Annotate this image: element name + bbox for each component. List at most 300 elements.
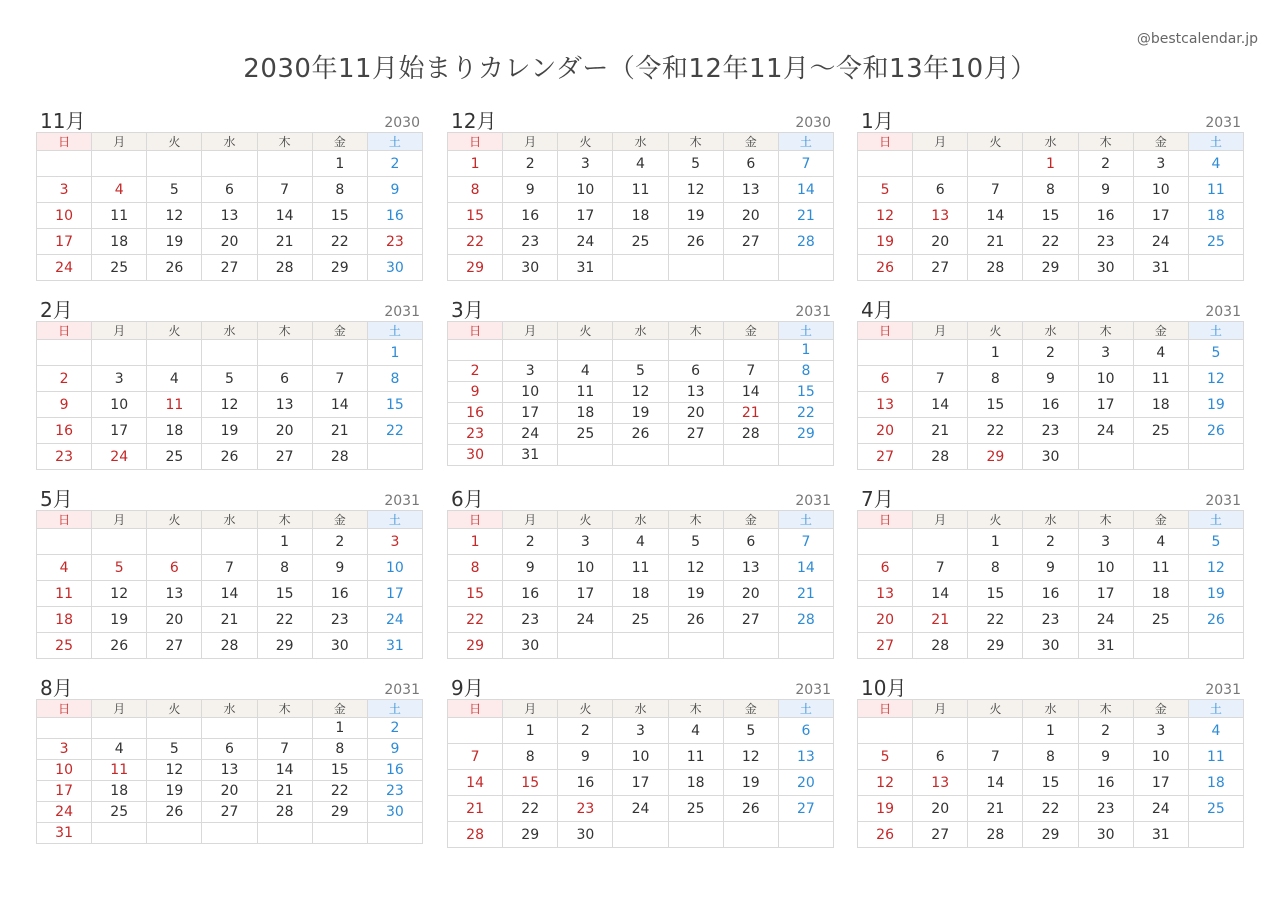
month-year: 2031 — [1205, 682, 1241, 698]
day-cell: 8 — [312, 739, 367, 760]
weekday-label: 水 — [1023, 511, 1078, 529]
week-row — [448, 255, 834, 281]
day-cell: 13 — [723, 555, 778, 581]
weekday-header-row — [858, 133, 1244, 151]
weekday-label: 月 — [913, 511, 968, 529]
month-calendar — [447, 108, 834, 281]
day-cell: 29 — [1023, 822, 1078, 848]
empty-day-cell — [668, 822, 723, 848]
day-cell: 4 — [92, 739, 147, 760]
weekday-label: 日 — [37, 133, 92, 151]
week-row — [448, 445, 834, 466]
day-cell: 27 — [913, 255, 968, 281]
day-cell: 12 — [1188, 555, 1243, 581]
month-table — [447, 321, 834, 466]
week-row — [448, 424, 834, 445]
day-cell: 11 — [613, 177, 668, 203]
day-cell: 22 — [503, 796, 558, 822]
day-cell: 29 — [968, 444, 1023, 470]
month-year: 2031 — [795, 493, 831, 509]
day-cell: 6 — [723, 151, 778, 177]
empty-day-cell — [968, 151, 1023, 177]
empty-day-cell — [147, 823, 202, 844]
weekday-label: 月 — [503, 133, 558, 151]
month-calendar — [857, 675, 1244, 848]
empty-day-cell — [147, 718, 202, 739]
day-cell: 23 — [1078, 796, 1133, 822]
day-cell: 28 — [968, 822, 1023, 848]
weekday-label: 金 — [723, 700, 778, 718]
weekday-label: 水 — [613, 511, 668, 529]
day-cell: 27 — [858, 633, 913, 659]
day-cell: 9 — [1023, 555, 1078, 581]
day-cell: 25 — [1133, 607, 1188, 633]
day-cell: 26 — [858, 255, 913, 281]
day-cell: 14 — [913, 392, 968, 418]
week-row — [858, 418, 1244, 444]
day-cell: 30 — [367, 802, 422, 823]
day-cell: 27 — [147, 633, 202, 659]
weekday-label: 月 — [913, 322, 968, 340]
day-cell: 13 — [913, 203, 968, 229]
day-cell: 13 — [202, 203, 257, 229]
weekday-label: 金 — [312, 511, 367, 529]
day-cell: 10 — [613, 744, 668, 770]
day-cell: 5 — [202, 366, 257, 392]
day-cell: 17 — [92, 418, 147, 444]
day-cell: 9 — [312, 555, 367, 581]
day-cell: 12 — [858, 203, 913, 229]
weekday-label: 土 — [778, 133, 833, 151]
day-cell: 19 — [1188, 581, 1243, 607]
day-cell: 27 — [858, 444, 913, 470]
weekday-label: 月 — [503, 511, 558, 529]
day-cell: 31 — [367, 633, 422, 659]
weekday-label: 木 — [668, 322, 723, 340]
day-cell: 18 — [1133, 581, 1188, 607]
day-cell: 9 — [1078, 744, 1133, 770]
day-cell: 30 — [1023, 633, 1078, 659]
day-cell: 5 — [1188, 529, 1243, 555]
day-cell: 13 — [147, 581, 202, 607]
day-cell: 13 — [668, 382, 723, 403]
week-row — [448, 151, 834, 177]
day-cell: 24 — [92, 444, 147, 470]
day-cell: 17 — [37, 781, 92, 802]
month-header — [36, 297, 423, 321]
day-cell: 3 — [92, 366, 147, 392]
empty-day-cell — [858, 718, 913, 744]
day-cell: 21 — [202, 607, 257, 633]
day-cell: 30 — [503, 633, 558, 659]
day-cell: 19 — [202, 418, 257, 444]
empty-day-cell — [1133, 444, 1188, 470]
weekday-label: 金 — [1133, 322, 1188, 340]
day-cell: 8 — [257, 555, 312, 581]
day-cell: 10 — [92, 392, 147, 418]
day-cell: 21 — [778, 203, 833, 229]
day-cell: 12 — [147, 760, 202, 781]
day-cell: 15 — [1023, 203, 1078, 229]
weekday-label: 木 — [1078, 700, 1133, 718]
day-cell: 26 — [1188, 607, 1243, 633]
day-cell: 11 — [1133, 366, 1188, 392]
month-header — [447, 486, 834, 510]
empty-day-cell — [913, 151, 968, 177]
day-cell: 26 — [723, 796, 778, 822]
day-cell: 25 — [613, 229, 668, 255]
month-calendar — [857, 486, 1244, 659]
month-header — [36, 486, 423, 510]
day-cell: 28 — [312, 444, 367, 470]
empty-day-cell — [613, 445, 668, 466]
day-cell: 2 — [1078, 151, 1133, 177]
week-row — [448, 340, 834, 361]
week-row — [37, 581, 423, 607]
week-row — [858, 555, 1244, 581]
week-row — [37, 607, 423, 633]
weekday-header-row — [37, 700, 423, 718]
day-cell: 27 — [913, 822, 968, 848]
weekday-label: 月 — [92, 322, 147, 340]
day-cell: 5 — [613, 361, 668, 382]
empty-day-cell — [778, 633, 833, 659]
empty-day-cell — [367, 823, 422, 844]
day-cell: 11 — [558, 382, 613, 403]
day-cell: 31 — [1133, 255, 1188, 281]
day-cell: 20 — [913, 229, 968, 255]
day-cell: 10 — [1078, 366, 1133, 392]
day-cell: 5 — [147, 177, 202, 203]
day-cell: 9 — [503, 555, 558, 581]
day-cell: 26 — [147, 255, 202, 281]
day-cell: 4 — [613, 529, 668, 555]
day-cell: 16 — [1023, 581, 1078, 607]
weekday-label: 日 — [448, 322, 503, 340]
weekday-label: 日 — [858, 322, 913, 340]
week-row — [448, 177, 834, 203]
day-cell: 19 — [858, 229, 913, 255]
empty-day-cell — [202, 340, 257, 366]
weekday-label: 月 — [503, 322, 558, 340]
day-cell: 3 — [1078, 529, 1133, 555]
day-cell: 22 — [968, 607, 1023, 633]
day-cell: 16 — [367, 203, 422, 229]
day-cell: 23 — [37, 444, 92, 470]
weekday-label: 金 — [1133, 700, 1188, 718]
day-cell: 31 — [503, 445, 558, 466]
day-cell: 17 — [1078, 581, 1133, 607]
empty-day-cell — [92, 340, 147, 366]
day-cell: 14 — [723, 382, 778, 403]
empty-day-cell — [92, 529, 147, 555]
day-cell: 28 — [202, 633, 257, 659]
day-cell: 4 — [1188, 151, 1243, 177]
weekday-label: 土 — [367, 700, 422, 718]
empty-day-cell — [147, 151, 202, 177]
empty-day-cell — [1188, 633, 1243, 659]
day-cell: 16 — [503, 581, 558, 607]
weekday-label: 土 — [1188, 133, 1243, 151]
month-table — [447, 510, 834, 659]
weekday-label: 火 — [968, 511, 1023, 529]
day-cell: 11 — [1133, 555, 1188, 581]
day-cell: 13 — [723, 177, 778, 203]
weekday-label: 水 — [202, 133, 257, 151]
day-cell: 27 — [723, 607, 778, 633]
day-cell: 11 — [1188, 177, 1243, 203]
empty-day-cell — [312, 823, 367, 844]
day-cell: 6 — [723, 529, 778, 555]
weekday-label: 木 — [668, 700, 723, 718]
month-calendar — [857, 297, 1244, 470]
week-row — [448, 361, 834, 382]
day-cell: 25 — [92, 802, 147, 823]
week-row — [858, 203, 1244, 229]
day-cell: 19 — [147, 781, 202, 802]
month-header — [447, 297, 834, 321]
empty-day-cell — [613, 255, 668, 281]
weekday-label: 土 — [778, 511, 833, 529]
day-cell: 15 — [503, 770, 558, 796]
day-cell: 3 — [1133, 718, 1188, 744]
day-cell: 2 — [448, 361, 503, 382]
month-year: 2031 — [1205, 493, 1241, 509]
day-cell: 7 — [202, 555, 257, 581]
month-calendar — [36, 108, 423, 281]
day-cell: 16 — [367, 760, 422, 781]
day-cell: 24 — [613, 796, 668, 822]
weekday-label: 日 — [37, 511, 92, 529]
weekday-label: 金 — [312, 322, 367, 340]
day-cell: 21 — [257, 781, 312, 802]
week-row — [858, 770, 1244, 796]
day-cell: 2 — [1078, 718, 1133, 744]
day-cell: 31 — [558, 255, 613, 281]
empty-day-cell — [723, 633, 778, 659]
day-cell: 5 — [668, 529, 723, 555]
day-cell: 24 — [1133, 229, 1188, 255]
month-name: 5月 — [40, 487, 73, 511]
weekday-label: 月 — [503, 700, 558, 718]
month-year: 2031 — [1205, 115, 1241, 131]
weekday-header-row — [448, 511, 834, 529]
month-table — [857, 321, 1244, 470]
day-cell: 18 — [558, 403, 613, 424]
month-name: 3月 — [451, 298, 484, 322]
day-cell: 2 — [1023, 529, 1078, 555]
day-cell: 7 — [257, 739, 312, 760]
week-row — [37, 418, 423, 444]
weekday-label: 水 — [1023, 700, 1078, 718]
day-cell: 1 — [257, 529, 312, 555]
weekday-label: 土 — [778, 322, 833, 340]
day-cell: 30 — [312, 633, 367, 659]
day-cell: 11 — [37, 581, 92, 607]
day-cell: 13 — [858, 392, 913, 418]
day-cell: 3 — [37, 177, 92, 203]
empty-day-cell — [613, 822, 668, 848]
week-row — [858, 255, 1244, 281]
day-cell: 8 — [968, 366, 1023, 392]
day-cell: 14 — [778, 177, 833, 203]
day-cell: 14 — [312, 392, 367, 418]
day-cell: 15 — [312, 760, 367, 781]
day-cell: 17 — [558, 203, 613, 229]
weekday-label: 火 — [147, 322, 202, 340]
site-credit: @bestcalendar.jp — [1136, 31, 1258, 47]
empty-day-cell — [668, 255, 723, 281]
day-cell: 1 — [448, 151, 503, 177]
day-cell: 6 — [202, 177, 257, 203]
day-cell: 6 — [858, 555, 913, 581]
day-cell: 20 — [913, 796, 968, 822]
week-row — [448, 555, 834, 581]
day-cell: 16 — [1078, 203, 1133, 229]
empty-day-cell — [367, 444, 422, 470]
month-calendar — [447, 675, 834, 848]
day-cell: 23 — [503, 607, 558, 633]
day-cell: 25 — [1133, 418, 1188, 444]
day-cell: 29 — [312, 802, 367, 823]
day-cell: 18 — [92, 781, 147, 802]
day-cell: 10 — [1133, 744, 1188, 770]
day-cell: 14 — [257, 203, 312, 229]
month-header — [857, 486, 1244, 510]
empty-day-cell — [723, 445, 778, 466]
day-cell: 22 — [312, 229, 367, 255]
day-cell: 2 — [503, 151, 558, 177]
day-cell: 10 — [37, 760, 92, 781]
empty-day-cell — [723, 822, 778, 848]
day-cell: 30 — [367, 255, 422, 281]
empty-day-cell — [778, 445, 833, 466]
day-cell: 30 — [558, 822, 613, 848]
day-cell: 26 — [202, 444, 257, 470]
day-cell: 24 — [503, 424, 558, 445]
week-row — [448, 822, 834, 848]
day-cell: 24 — [1078, 607, 1133, 633]
empty-day-cell — [202, 529, 257, 555]
day-cell: 19 — [723, 770, 778, 796]
week-row — [448, 633, 834, 659]
month-name: 12月 — [451, 109, 497, 133]
month-table — [857, 699, 1244, 848]
day-cell: 13 — [778, 744, 833, 770]
day-cell: 22 — [448, 229, 503, 255]
day-cell: 17 — [1078, 392, 1133, 418]
day-cell: 28 — [913, 633, 968, 659]
day-cell: 11 — [1188, 744, 1243, 770]
month-name: 6月 — [451, 487, 484, 511]
day-cell: 23 — [367, 781, 422, 802]
month-name: 4月 — [861, 298, 894, 322]
day-cell: 16 — [1078, 770, 1133, 796]
day-cell: 3 — [558, 529, 613, 555]
month-calendar — [36, 675, 423, 844]
empty-day-cell — [92, 151, 147, 177]
day-cell: 24 — [37, 255, 92, 281]
day-cell: 3 — [367, 529, 422, 555]
weekday-label: 月 — [92, 511, 147, 529]
empty-day-cell — [37, 340, 92, 366]
day-cell: 16 — [448, 403, 503, 424]
day-cell: 31 — [37, 823, 92, 844]
day-cell: 26 — [613, 424, 668, 445]
day-cell: 8 — [367, 366, 422, 392]
day-cell: 13 — [858, 581, 913, 607]
day-cell: 18 — [613, 581, 668, 607]
day-cell: 5 — [723, 718, 778, 744]
month-year: 2030 — [384, 115, 420, 131]
week-row — [37, 151, 423, 177]
day-cell: 30 — [1023, 444, 1078, 470]
week-row — [37, 203, 423, 229]
page-title: 2030年11月始まりカレンダー（令和12年11月〜令和13年10月） — [243, 54, 1037, 84]
day-cell: 20 — [723, 203, 778, 229]
week-row — [858, 718, 1244, 744]
day-cell: 17 — [1133, 770, 1188, 796]
weekday-label: 金 — [723, 322, 778, 340]
week-row — [37, 229, 423, 255]
day-cell: 23 — [1023, 418, 1078, 444]
day-cell: 5 — [858, 744, 913, 770]
weekday-label: 木 — [257, 700, 312, 718]
weekday-label: 火 — [968, 322, 1023, 340]
day-cell: 30 — [1078, 255, 1133, 281]
day-cell: 14 — [448, 770, 503, 796]
week-row — [448, 770, 834, 796]
day-cell: 1 — [1023, 718, 1078, 744]
weekday-label: 木 — [257, 511, 312, 529]
empty-day-cell — [1188, 822, 1243, 848]
week-row — [858, 366, 1244, 392]
day-cell: 11 — [668, 744, 723, 770]
day-cell: 10 — [1133, 177, 1188, 203]
weekday-label: 土 — [778, 700, 833, 718]
week-row — [858, 744, 1244, 770]
week-row — [858, 340, 1244, 366]
week-row — [37, 529, 423, 555]
weekday-header-row — [858, 700, 1244, 718]
day-cell: 7 — [968, 744, 1023, 770]
day-cell: 14 — [202, 581, 257, 607]
day-cell: 2 — [503, 529, 558, 555]
weekday-label: 日 — [448, 511, 503, 529]
day-cell: 12 — [858, 770, 913, 796]
empty-day-cell — [92, 823, 147, 844]
empty-day-cell — [858, 529, 913, 555]
day-cell: 26 — [92, 633, 147, 659]
day-cell: 14 — [778, 555, 833, 581]
day-cell: 24 — [1133, 796, 1188, 822]
month-year: 2031 — [384, 304, 420, 320]
weekday-label: 火 — [558, 133, 613, 151]
empty-day-cell — [778, 822, 833, 848]
empty-day-cell — [913, 529, 968, 555]
week-row — [858, 822, 1244, 848]
week-row — [858, 607, 1244, 633]
weekday-label: 金 — [723, 511, 778, 529]
weekday-label: 土 — [367, 511, 422, 529]
day-cell: 29 — [448, 255, 503, 281]
empty-day-cell — [1188, 444, 1243, 470]
day-cell: 6 — [668, 361, 723, 382]
empty-day-cell — [913, 718, 968, 744]
day-cell: 20 — [858, 418, 913, 444]
day-cell: 26 — [147, 802, 202, 823]
empty-day-cell — [668, 340, 723, 361]
